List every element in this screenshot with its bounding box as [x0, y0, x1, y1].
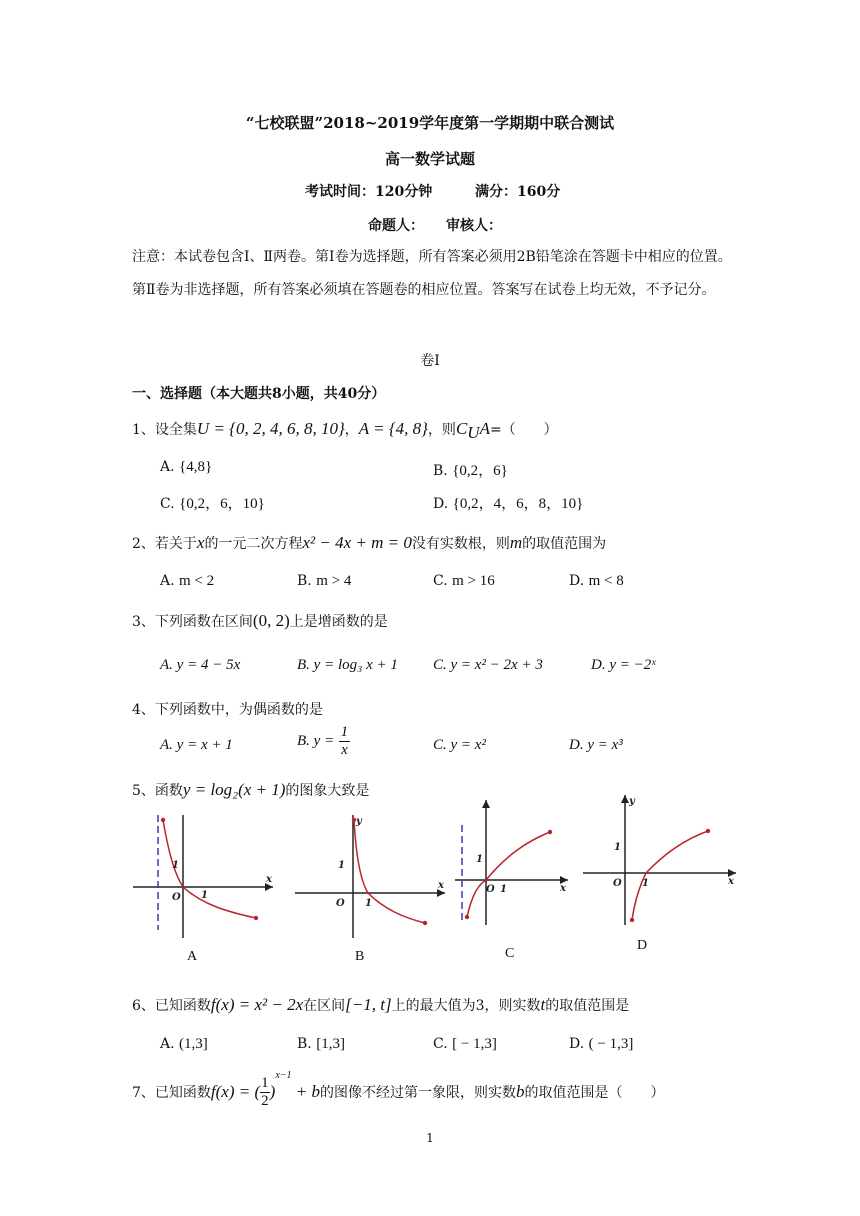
tick-label: 1	[642, 878, 649, 889]
page-number: 1	[426, 1131, 434, 1145]
exam-reviewer: 审核人：	[446, 218, 502, 234]
q2-option-c: C. m > 16	[433, 573, 495, 589]
q1-option-d: D. {0,2，4，6，8，10}	[433, 496, 584, 512]
q1-option-c: C. {0,2，6，10}	[160, 496, 265, 512]
graph-a	[128, 810, 278, 940]
axis-label-x: x	[560, 883, 566, 894]
question-1-stem: 1、设全集U = {0, 2, 4, 6, 8, 10}，A = {4, 8}，则$C_UA=$（ ）	[132, 419, 558, 442]
curve-endpoint	[161, 818, 165, 822]
question-3-stem: 3、下列函数在区间(0, 2)上是增函数的是	[132, 611, 388, 630]
origin-label: O	[172, 892, 181, 903]
q6-option-b: B. [1,3]	[297, 1036, 345, 1052]
q3-option-c: C. y = x² − 2x + 3	[433, 657, 543, 673]
axis-label-x: x	[438, 880, 444, 891]
graph-c-caption: C	[505, 946, 515, 961]
axis-label-y: y	[629, 796, 635, 807]
q1-option-b: B. {0,2，6}	[433, 463, 508, 479]
tick-label: 1	[338, 860, 345, 871]
q3-option-a: A. y = 4 − 5x	[160, 657, 241, 673]
q4-option-b: B. y = $\frac{1}{x}$	[297, 724, 349, 758]
exam-title: “七校联盟”2018~2019学年度第一学期期中联合测试	[245, 114, 615, 132]
q6-option-a: A. (1,3]	[160, 1036, 208, 1052]
q2-option-b: B. m > 4	[297, 573, 352, 589]
tick-label: 1	[476, 854, 483, 865]
axis-label-y: y	[356, 816, 362, 827]
q6-option-c: C. [ − 1,3]	[433, 1036, 497, 1052]
volume-label: 卷Ⅰ	[420, 353, 440, 369]
q4-option-c: C. y = x²	[433, 737, 486, 753]
q4-option-d: D. y = x³	[569, 737, 623, 753]
question-5-stem: 5、函数y = log₂(x + 1)的图象大致是	[132, 780, 370, 799]
curve	[467, 832, 550, 917]
q1-option-a: A. {4,8}	[160, 459, 213, 475]
graph-d-caption: D	[637, 938, 648, 953]
tick-label: 1	[500, 884, 507, 895]
question-4-stem: 4、下列函数中，为偶函数的是	[132, 702, 323, 718]
curve-endpoint	[423, 921, 427, 925]
origin-label: O	[486, 884, 495, 895]
q3-option-b: B. y = log₃ x + 1	[297, 657, 398, 673]
exam-subtitle: 高一数学试题	[384, 150, 475, 168]
tick-label: 1	[201, 890, 208, 901]
y-arrow-icon	[621, 795, 629, 803]
axis-label-x: x	[266, 874, 272, 885]
question-7-stem: 7、已知函数f(x) = ( $\frac{1}{2}$ )$^{x-1}$ + b的图像不经过第一象限，则实数b的取值范围是（ ）	[132, 1070, 665, 1109]
tick-label: 1	[614, 842, 621, 853]
curve-endpoint	[254, 916, 258, 920]
graph-a-caption: A	[187, 949, 198, 964]
exam-score: 满分：160分	[475, 184, 561, 200]
curve	[632, 831, 708, 920]
q3-option-d: D. y = −2ˣ	[591, 657, 656, 673]
q2-option-a: A. m < 2	[160, 573, 215, 589]
curve-endpoint	[465, 915, 469, 919]
graph-b-caption: B	[355, 949, 365, 964]
exam-author: 命题人：	[368, 218, 424, 234]
q2-option-d: D. m < 8	[569, 573, 624, 589]
q6-option-d: D. ( − 1,3]	[569, 1036, 634, 1052]
tick-label: 1	[172, 860, 179, 871]
graph-b	[290, 810, 450, 940]
origin-label: O	[336, 898, 345, 909]
q4-option-a: A. y = x + 1	[160, 737, 233, 753]
exam-time: 考试时间：120分钟	[305, 184, 433, 200]
tick-label: 1	[365, 898, 372, 909]
graph-d	[578, 790, 743, 930]
axis-label-x: x	[728, 876, 734, 887]
curve-endpoint	[630, 918, 634, 922]
curve-endpoint	[548, 830, 552, 834]
exam-notice: 注意：本试卷包含Ⅰ、Ⅱ两卷。第Ⅰ卷为选择题，所有答案必须用2B铅笔涂在答题卡中相应的位置。第Ⅱ卷为非选择题，所有答案必须填在答题卷的相应位置。答案写在试卷上均无效，不予记分。	[132, 249, 732, 298]
question-2-stem: 2、若关于x的一元二次方程x² − 4x + m = 0没有实数根，则m的取值范围为	[132, 533, 607, 552]
section-heading: 一、选择题（本大题共8小题，共40分）	[132, 386, 386, 402]
y-arrow-icon	[482, 800, 490, 808]
question-6-stem: 6、已知函数f(x) = x² − 2x在区间[−1, t]上的最大值为3，则实数t的取值范围是	[132, 995, 630, 1014]
origin-label: O	[613, 878, 622, 889]
graph-c	[450, 795, 575, 930]
curve-endpoint	[706, 829, 710, 833]
